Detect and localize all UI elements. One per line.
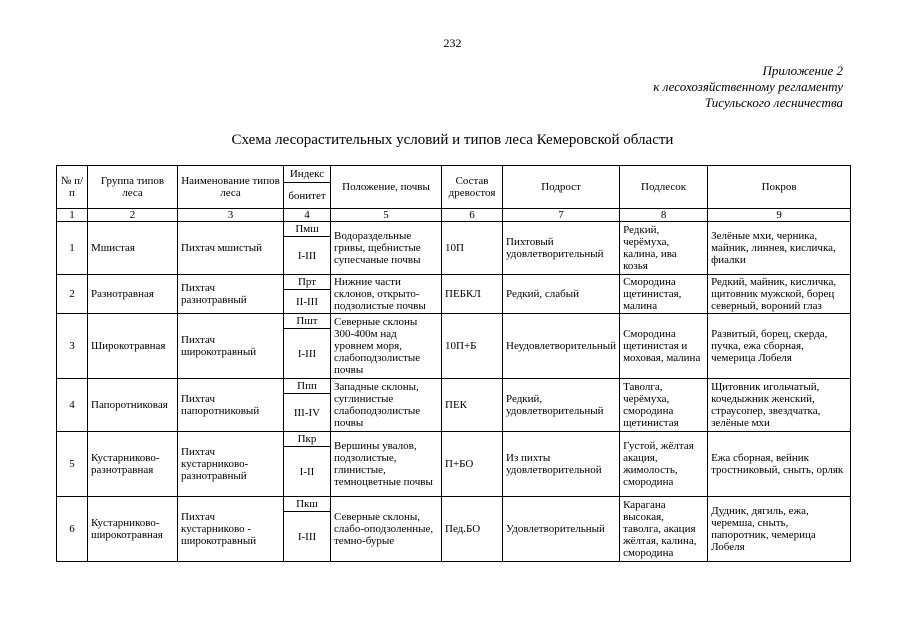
header-cover: Покров [708,166,851,209]
row-undergrowth: Редкий, удовлетворительный [503,379,620,432]
row-cover: Ежа сборная, вейник тростниковый, сныть, орляк [708,432,851,497]
appendix-line-3: Тисульского лесничества [704,95,843,110]
col-number: 8 [620,209,708,222]
row-num: 1 [57,222,88,275]
column-number-row [57,209,851,222]
row-cover: Редкий, майник, кисличка, щитовник мужской, борец северный, вороний глаз [708,275,851,314]
header-num: № п/п [57,166,88,209]
row-position: Вершины увалов, подзолистые, глинистые, темноцветные почвы [331,432,442,497]
appendix-note [653,63,843,111]
row-name: Пихтач широкотравный [178,314,284,379]
row-undergrowth: Пихтовый удовлетворительный [503,222,620,275]
row-position: Северные склоны 300-400м над уровнем моря, слабоподзолистые почвы [331,314,442,379]
row-position: Западные склоны, суглинистые слабоподзолистые почвы [331,379,442,432]
row-composition: 10П+Б [442,314,503,379]
col-number: 3 [178,209,284,222]
header-position: Положение, почвы [331,166,442,209]
row-group: Разнотравная [88,275,178,314]
appendix-line-2: к лесохозяйственному регламенту [653,79,843,94]
header-underbrush: Подлесок [620,166,708,209]
row-underbrush: Таволга, черёмуха, смородина щетинистая [620,379,708,432]
table-row [57,275,851,290]
row-group: Широкотравная [88,314,178,379]
row-num: 5 [57,432,88,497]
row-composition: 10П [442,222,503,275]
row-position: Северные склоны, слабо-оподзоленные, темно-бурые [331,497,442,562]
table-row [57,379,851,394]
row-composition: ПЕК [442,379,503,432]
appendix-line-1: Приложение 2 [762,63,843,78]
row-group: Кустарниково-широкотравная [88,497,178,562]
col-number: 5 [331,209,442,222]
row-name: Пихтач разнотравный [178,275,284,314]
row-undergrowth: Из пихты удовлетворительной [503,432,620,497]
row-index: Ппп [284,379,331,394]
row-num: 4 [57,379,88,432]
row-cover: Щитовник игольчатый, кочедыжник женский, страусопер, звездчатка, зелёные мхи [708,379,851,432]
row-name: Пихтач мшистый [178,222,284,275]
col-number: 6 [442,209,503,222]
table-row [57,497,851,512]
row-bonitet: II-III [284,290,331,314]
row-position: Нижние части склонов, открыто-подзолистые почвы [331,275,442,314]
row-underbrush: Смородина щетинистая и моховая, малина [620,314,708,379]
row-index: Пшт [284,314,331,329]
row-group: Мшистая [88,222,178,275]
table-row [57,314,851,329]
col-number: 2 [88,209,178,222]
row-composition: ПЕБКЛ [442,275,503,314]
row-bonitet: III-IV [284,394,331,432]
col-number: 4 [284,209,331,222]
row-name: Пихтач папоротниковый [178,379,284,432]
row-cover: Зелёные мхи, черника, майник, линнея, кисличка, фиалки [708,222,851,275]
row-bonitet: I-III [284,329,331,379]
row-underbrush: Густой, жёлтая акация, жимолость, смородина [620,432,708,497]
page-number: 232 [443,36,462,50]
row-undergrowth: Редкий, слабый [503,275,620,314]
row-underbrush: Редкий, черёмуха, калина, ива козья [620,222,708,275]
row-num: 6 [57,497,88,562]
col-number: 7 [503,209,620,222]
header-undergrowth: Подрост [503,166,620,209]
row-cover: Дудник, дягиль, ежа, черемша, сныть, папоротник, чемерица Лобеля [708,497,851,562]
table-row [57,432,851,447]
row-composition: П+БО [442,432,503,497]
row-bonitet: I-III [284,237,331,275]
row-index: Пмш [284,222,331,237]
row-num: 3 [57,314,88,379]
row-num: 2 [57,275,88,314]
row-undergrowth: Удовлетворительный [503,497,620,562]
row-name: Пихтач кустарниково - широкотравный [178,497,284,562]
row-index: Пкр [284,432,331,447]
row-name: Пихтач кустарниково-разнотравный [178,432,284,497]
header-name: Наименование типов леса [178,166,284,209]
col-number: 1 [57,209,88,222]
document-title: Схема лесорастительных условий и типов леса Кемеровской области [231,132,674,148]
table-row [57,222,851,237]
row-undergrowth: Неудовлетворительный [503,314,620,379]
forest-types-table [56,165,851,562]
row-position: Водораздельные гривы, щебнистые супесчаные почвы [331,222,442,275]
row-group: Папоротниковая [88,379,178,432]
row-cover: Развитый, борец, скерда, пучка, ежа сборная, чемерица Лобеля [708,314,851,379]
header-composition: Состав древостоя [442,166,503,209]
row-bonitet: I-II [284,447,331,497]
row-index: Прт [284,275,331,290]
header-index: Индекс [284,166,331,183]
row-underbrush: Карагана высокая, таволга, акация жёлтая, калина, смородина [620,497,708,562]
header-bonitet: бонитет [284,183,331,209]
row-composition: Пед.БО [442,497,503,562]
row-group: Кустарниково-разнотравная [88,432,178,497]
row-bonitet: I-III [284,512,331,562]
header-group: Группа типов леса [88,166,178,209]
row-underbrush: Смородина щетинистая, малина [620,275,708,314]
col-number: 9 [708,209,851,222]
row-index: Пкш [284,497,331,512]
